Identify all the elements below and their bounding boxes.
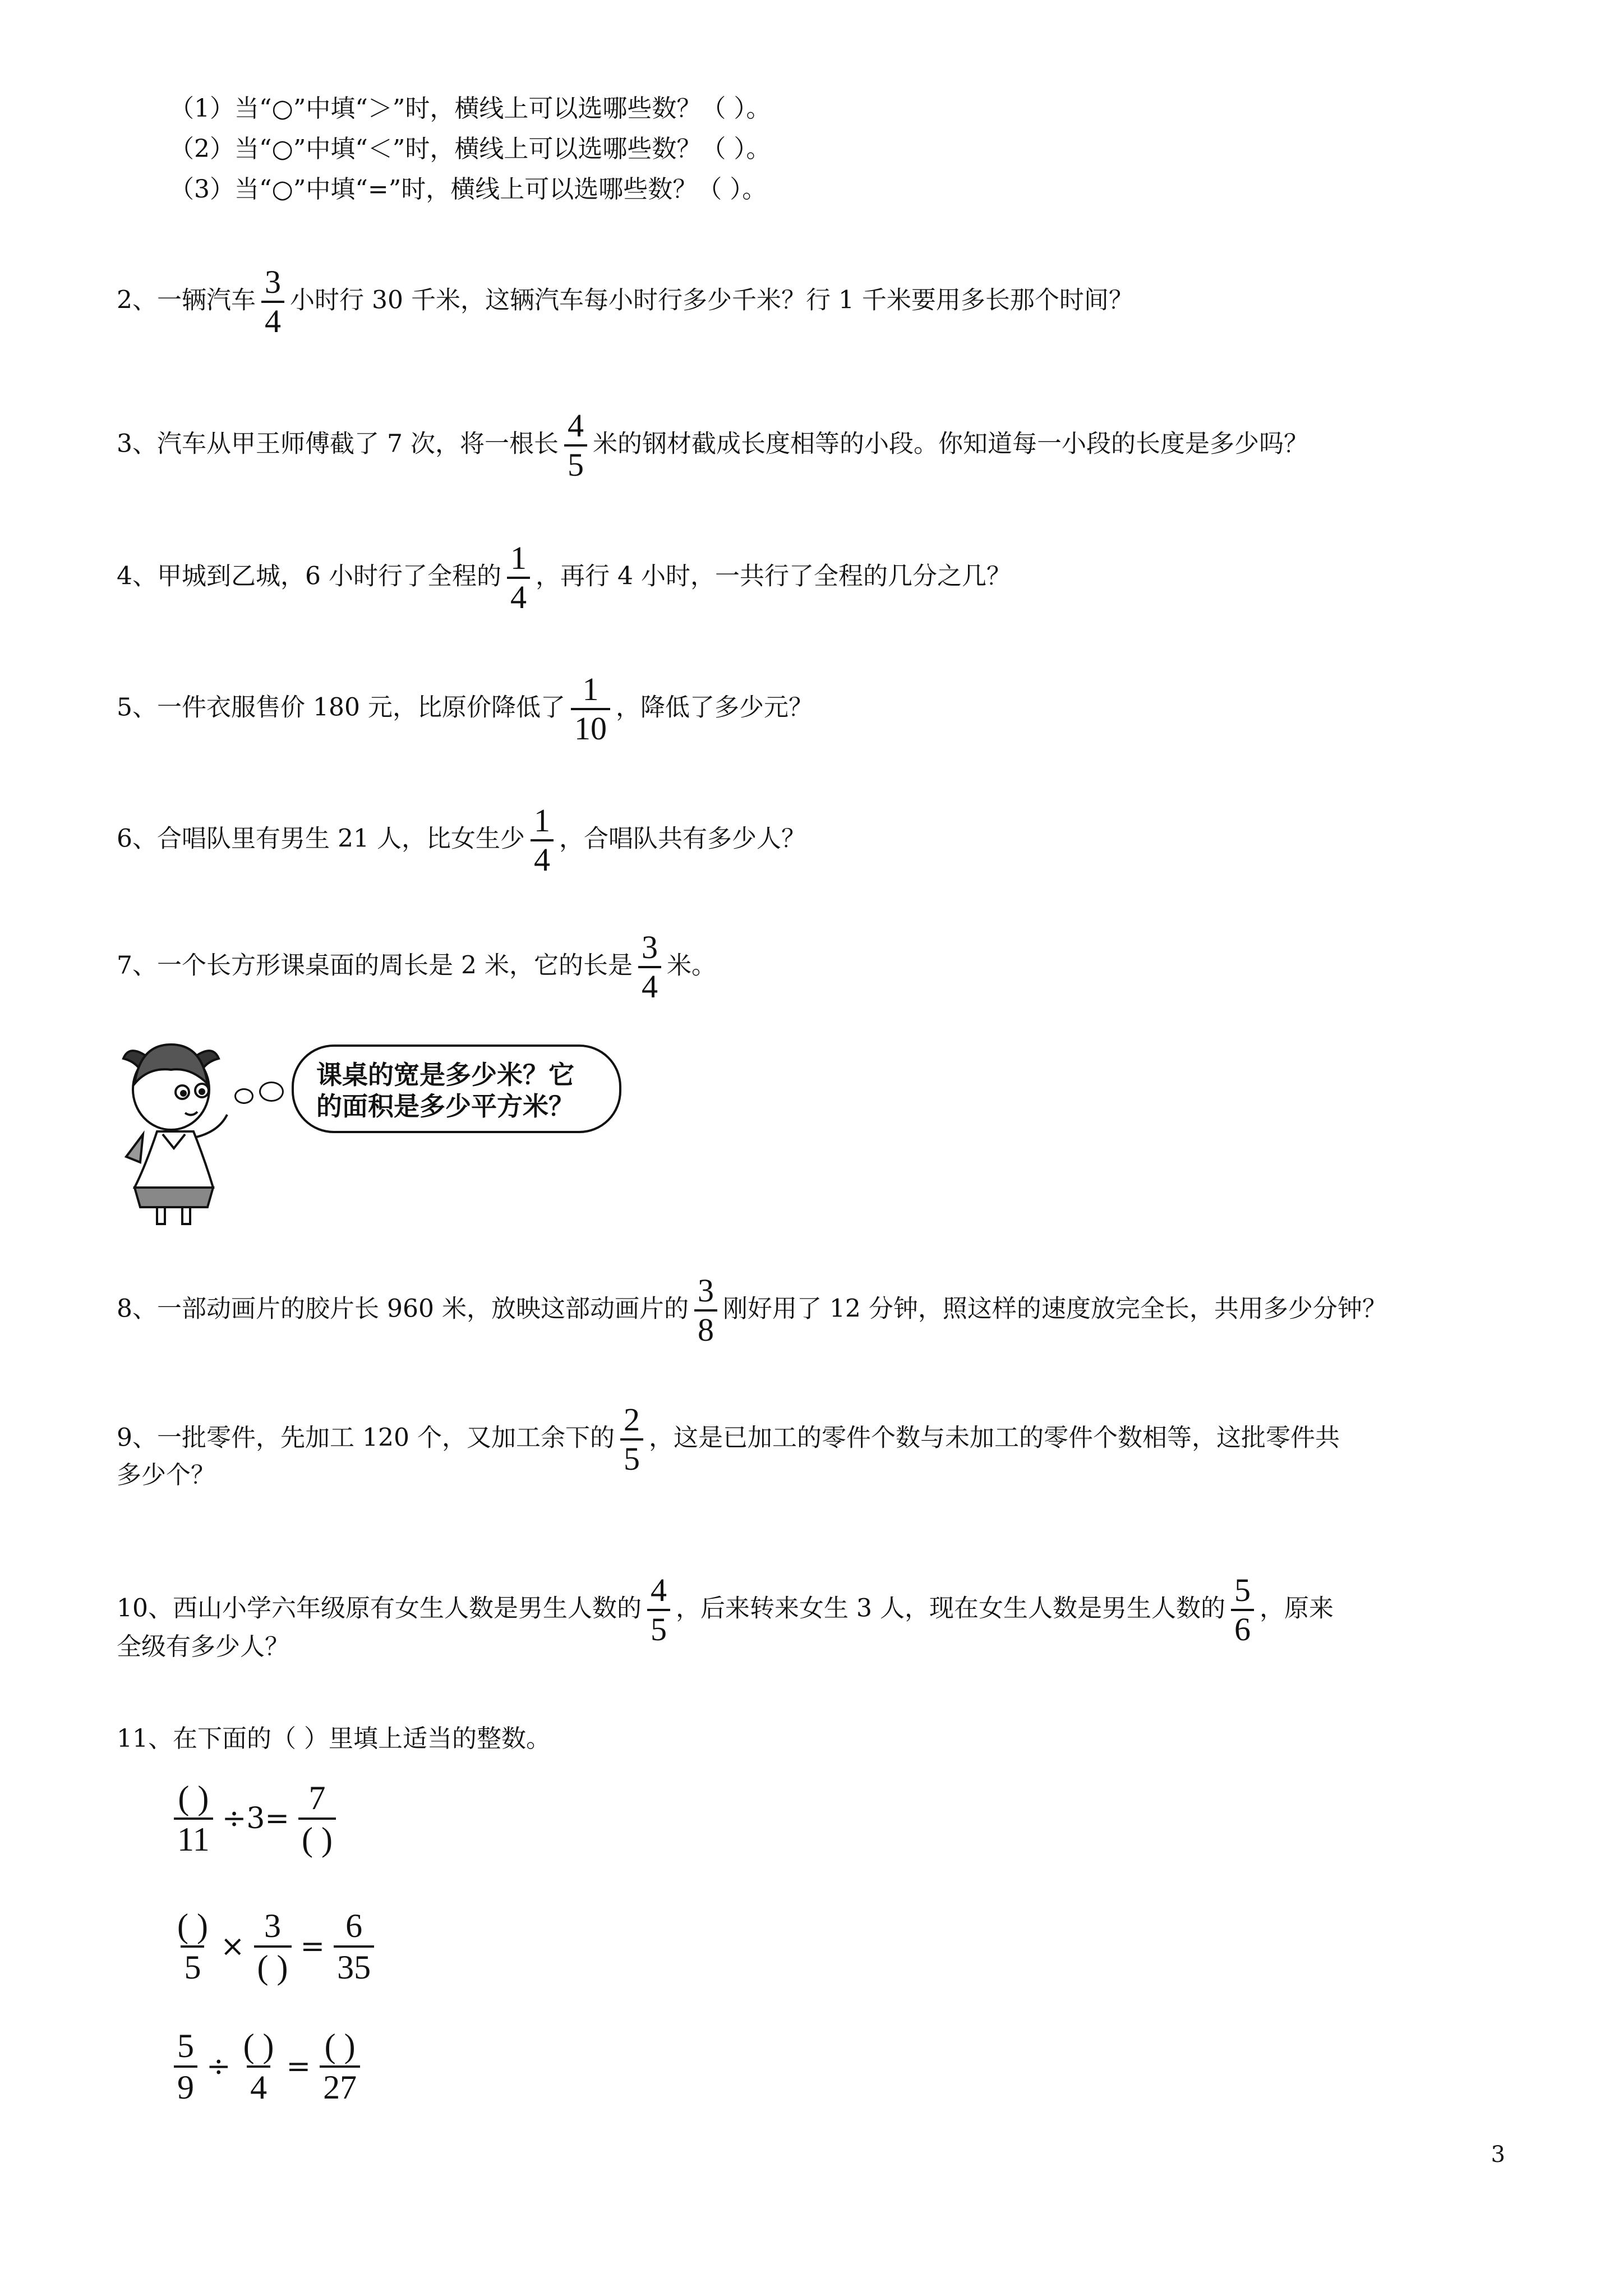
fraction: $\frac{( )}{5}$ [177,1907,208,1986]
fraction: $\frac{( )}{4}$ [243,2027,274,2106]
bubble-text: 课桌的宽是多少米？它 的面积是多少平方米？ [316,1060,574,1121]
thought-dot [259,1082,284,1102]
question-3: 3、汽车从甲王师傅截了 7 次，将一根长 $\frac{4}{5}$ 米的钢材截成长度相等的小段。你知道每一小段的长度是多少吗？ [117,407,1308,483]
fraction: $\frac{3}{8}$ [694,1272,717,1349]
question-4: 4、甲城到乙城，6 小时行了全程的 $\frac{1}{4}$ ，再行 4 小时，一共行了全程的几分之几？ [117,540,1011,615]
q1-sub-2: （2）当“○”中填“＜”时，横线上可以选哪些数？（ ）。 [169,135,771,163]
q1-sub-1: （1）当“○”中填“＞”时，横线上可以选哪些数？（ ）。 [169,94,771,123]
equation-1: $\frac{( )}{11}$ ÷3= $\frac{7}{( )}$ [168,1778,342,1859]
equation-2: $\frac{( )}{5}$ × $\frac{3}{( )}$ = $\frac{6}{35}$ [168,1906,380,1987]
question-11: 11、在下面的（ ）里填上适当的整数。 [117,1724,551,1753]
question-10-cont: 全级有多少人？ [117,1632,289,1661]
question-2: 2、一辆汽车 $\frac{3}{4}$ 小时行 30 千米，这辆汽车每小时行多少千米？行 1 千米要用多长那个时间？ [117,264,1133,339]
speech-bubble [292,1045,621,1133]
fraction: $\frac{6}{35}$ [334,1906,374,1987]
fraction: $\frac{1}{4}$ [531,802,554,878]
question-5: 5、一件衣服售价 180 元，比原价降低了 $\frac{1}{10}$ ，降低了多少元？ [117,671,813,747]
fraction: $\frac{( )}{27}$ [320,2026,360,2107]
fraction: $\frac{1}{10}$ [571,671,610,747]
fraction: $\frac{5}{6}$ [1231,1572,1254,1648]
girl-illustration [112,1039,236,1230]
page-number: 3 [1491,2142,1505,2168]
fraction: $\frac{4}{5}$ [564,407,587,484]
fraction: $\frac{( )}{11}$ [174,1778,213,1859]
question-8: 8、一部动画片的胶片长 960 米，放映这部动画片的 $\frac{3}{8}$ 刚好用了 12 分钟，照这样的速度放完全长，共用多少分钟？ [117,1272,1387,1348]
fraction: $\frac{1}{4}$ [507,540,530,616]
fraction: $\frac{3}{4}$ [261,264,284,340]
question-9-cont: 多少个？ [117,1461,215,1489]
fraction: $\frac{5}{9}$ [174,2026,197,2107]
question-6: 6、合唱队里有男生 21 人，比女生少 $\frac{1}{4}$ ，合唱队共有多少人？ [117,802,806,878]
question-7: 7、一个长方形课桌面的周长是 2 米，它的长是 $\frac{3}{4}$ 米。 [117,929,716,1005]
q1-sub-3: （3）当“○”中填“=”时，横线上可以选哪些数？（ ）。 [169,175,767,204]
fraction: $\frac{3}{4}$ [638,929,661,1005]
thought-dot [234,1088,253,1104]
fraction: $\frac{4}{5}$ [647,1572,670,1648]
equation-3: $\frac{5}{9}$ ÷ $\frac{( )}{4}$ = $\frac{( )}{27}$ [168,2026,366,2107]
fraction: $\frac{3}{( )}$ [254,1906,292,1987]
question-9: 9、一批零件，先加工 120 个，又加工余下的 $\frac{2}{5}$ ，这是已加工的零件个数与未加工的零件个数相等，这批零件共 [117,1401,1340,1477]
question-10: 10、西山小学六年级原有女生人数是男生人数的 $\frac{4}{5}$ ，后来转来女生 3 人，现在女生人数是男生人数的 $\frac{5}{6}$ ，原来 [117,1572,1334,1648]
fraction: $\frac{2}{5}$ [620,1401,643,1478]
fraction: $\frac{7}{( )}$ [298,1778,336,1859]
